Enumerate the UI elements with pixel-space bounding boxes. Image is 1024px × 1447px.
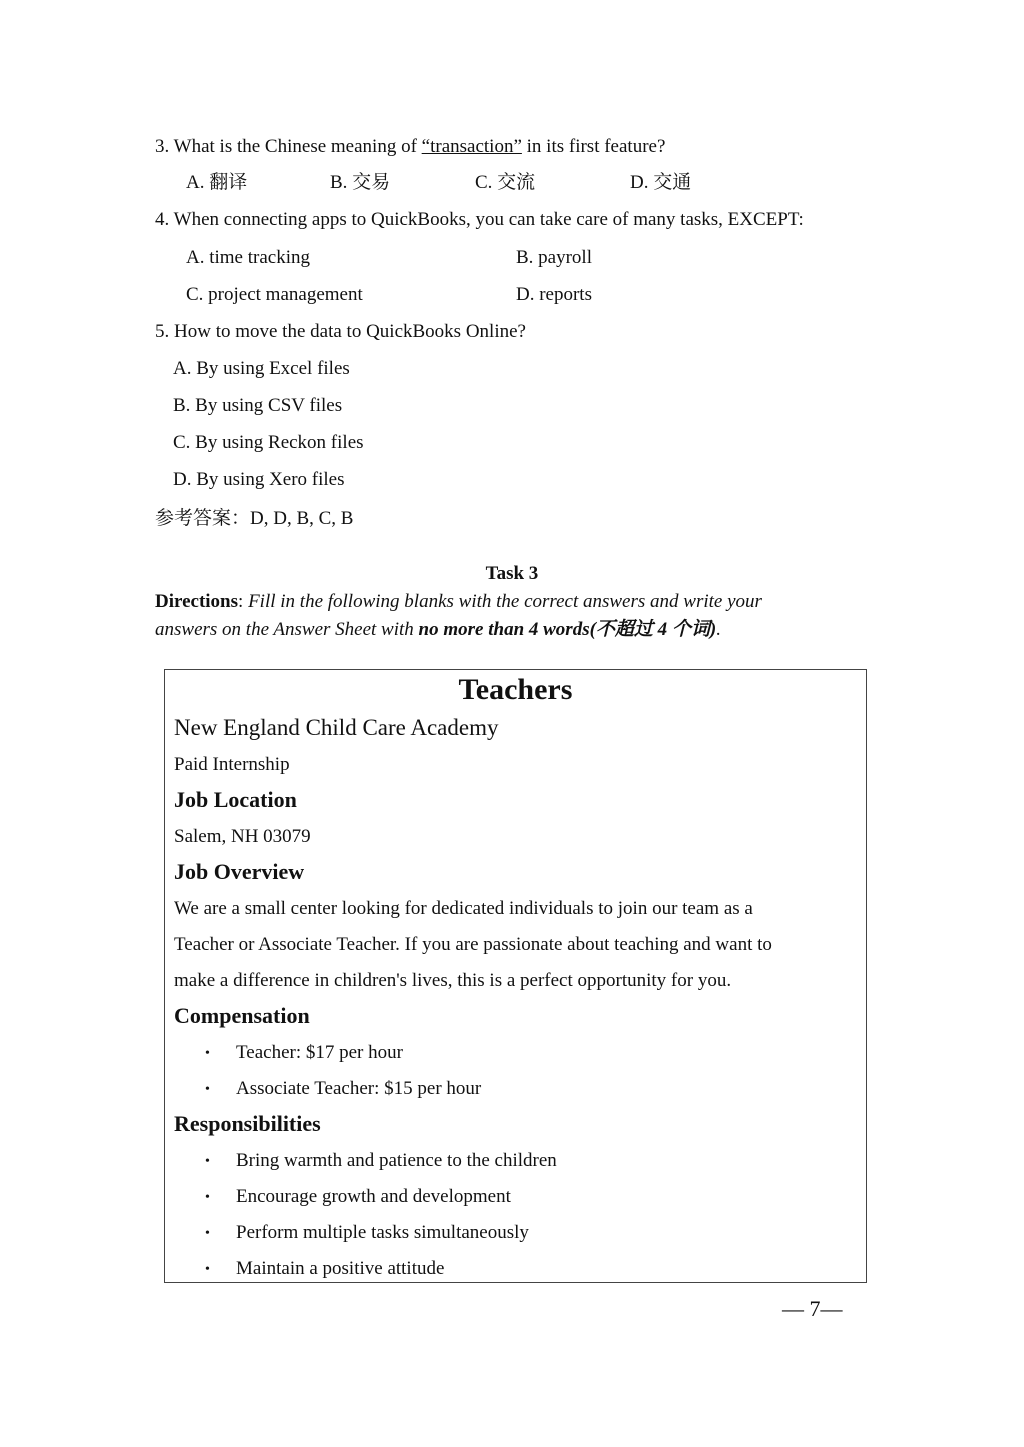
q5-option-d: D. By using Xero files	[173, 469, 345, 490]
job-title: Teachers	[458, 673, 573, 706]
directions-end: .	[716, 619, 721, 640]
responsibility-item: Maintain a positive attitude	[236, 1258, 445, 1279]
question-4: 4. When connecting apps to QuickBooks, you can take care of many tasks, EXCEPT:	[155, 209, 804, 230]
bullet-icon: •	[205, 1262, 210, 1277]
overview-line-1: We are a small center looking for dedicated individuals to join our team as a	[174, 898, 753, 919]
q3-option-a: A. 翻译	[186, 172, 248, 193]
compensation-heading: Compensation	[174, 1003, 310, 1028]
responsibility-item: Bring warmth and patience to the children	[236, 1150, 557, 1171]
job-location: Salem, NH 03079	[174, 826, 311, 847]
q4-option-d: D. reports	[516, 284, 592, 305]
overview-line-2: Teacher or Associate Teacher. If you are passionate about teaching and want to	[174, 934, 772, 955]
compensation-item: Associate Teacher: $15 per hour	[236, 1078, 482, 1099]
q5-option-a: A. By using Excel files	[173, 358, 350, 379]
q4-option-c: C. project management	[186, 284, 363, 305]
company-name: New England Child Care Academy	[174, 715, 499, 740]
job-location-heading: Job Location	[174, 787, 297, 812]
question-3	[155, 135, 665, 159]
job-posting-box	[164, 669, 867, 1283]
bullet-icon: •	[205, 1046, 210, 1061]
directions-line-1: Directions: Fill in the following blanks with the correct answers and write your	[155, 591, 762, 612]
responsibility-item: Encourage growth and development	[236, 1186, 511, 1207]
bullet-icon: •	[205, 1226, 210, 1241]
q3-option-b: B. 交易	[330, 172, 391, 193]
responsibility-item: Perform multiple tasks simultaneously	[236, 1222, 529, 1243]
q5-option-b: B. By using CSV files	[173, 395, 343, 416]
job-overview-heading: Job Overview	[174, 859, 305, 884]
question-3-term: “transaction”	[421, 136, 522, 157]
directions-text-1: Fill in the following blanks with the correct answers and write your	[248, 591, 762, 612]
overview-line-3: make a difference in children's lives, this is a perfect opportunity for you.	[174, 970, 732, 991]
directions-label: Directions	[155, 591, 239, 612]
page-number: — 7—	[782, 1296, 843, 1321]
question-5: 5. How to move the data to QuickBooks Online?	[155, 321, 526, 342]
q3-option-c: C. 交流	[475, 172, 536, 193]
question-3-suffix: in its first feature?	[521, 136, 666, 157]
directions-word-limit: no more than 4 words(不超过 4 个词)	[418, 619, 717, 640]
bullet-icon: •	[205, 1082, 210, 1097]
q4-option-a: A. time tracking	[186, 247, 310, 268]
q3-option-d: D. 交通	[630, 172, 692, 193]
question-3-prefix: 3. What is the Chinese meaning of	[155, 136, 422, 157]
compensation-item: Teacher: $17 per hour	[236, 1042, 403, 1063]
bullet-icon: •	[205, 1190, 210, 1205]
directions-line-2	[155, 618, 721, 642]
job-type: Paid Internship	[174, 754, 290, 775]
q4-option-b: B. payroll	[516, 247, 592, 268]
answer-key: 参考答案：D, D, B, C, B	[155, 508, 354, 529]
task-3-title: Task 3	[485, 563, 539, 584]
q5-option-c: C. By using Reckon files	[173, 432, 364, 453]
bullet-icon: •	[205, 1154, 210, 1169]
directions-text-2: answers on the Answer Sheet with	[155, 619, 419, 640]
responsibilities-heading: Responsibilities	[174, 1111, 321, 1136]
